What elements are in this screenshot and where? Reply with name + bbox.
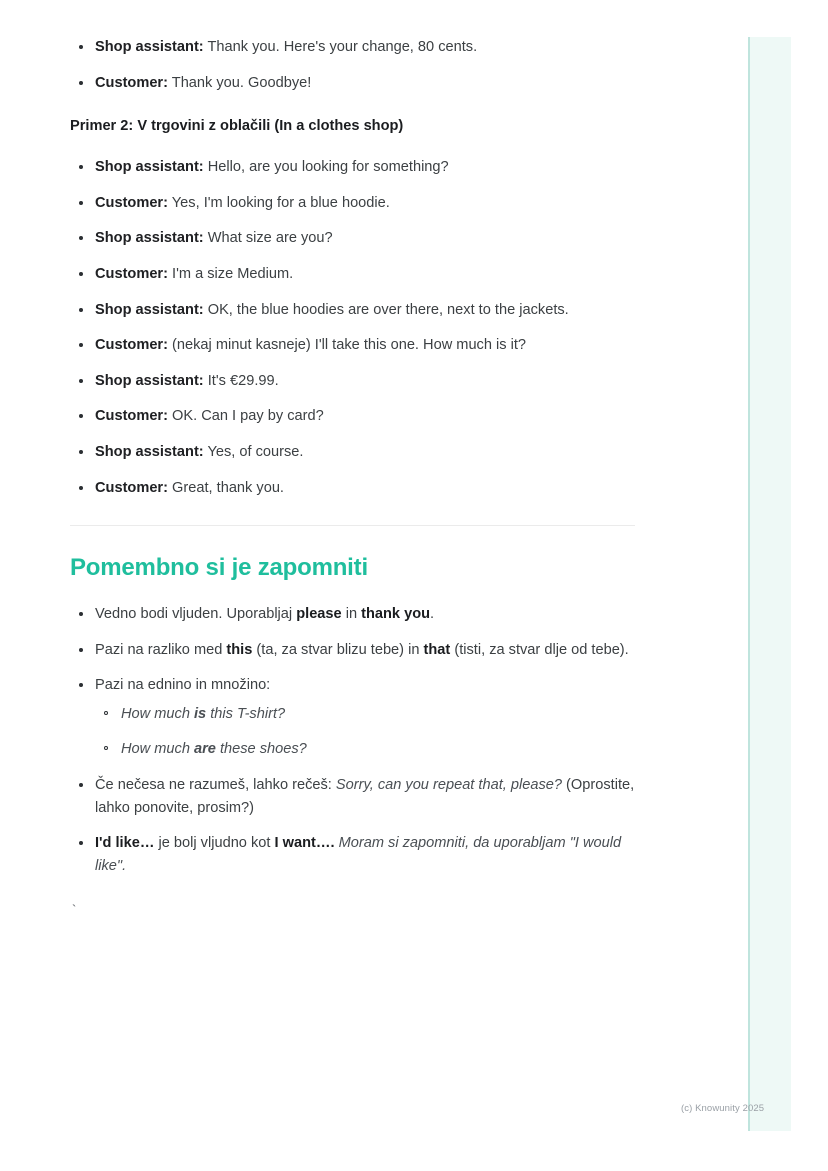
list-item [70, 263, 640, 286]
section-divider [70, 525, 635, 526]
speaker-label: Shop assistant: [95, 443, 204, 460]
example-post: these shoes? [215, 741, 307, 758]
speaker-label: Customer: [95, 74, 168, 91]
list-item [70, 370, 640, 393]
speaker-label: Customer: [95, 408, 168, 425]
example-post: this T-shirt? [206, 705, 286, 722]
tip-tail: (tisti, za stvar dlje od tebe). [450, 641, 629, 658]
speaker-label: Customer: [95, 337, 168, 354]
speaker-label: Shop assistant: [95, 159, 204, 176]
list-item [70, 192, 640, 215]
list-item [70, 639, 640, 662]
list-item [70, 299, 640, 322]
tip-bold-idlike: I'd like… [95, 835, 155, 852]
list-item [70, 334, 640, 357]
speaker-label: Customer: [95, 265, 168, 282]
speaker-line: Yes, of course. [203, 443, 304, 460]
list-item [70, 441, 640, 464]
list-item [70, 227, 640, 250]
tip-tail: . [430, 606, 435, 622]
speaker-line: (nekaj minut kasneje) I'll take this one. How much is it? [167, 337, 527, 354]
list-item [70, 405, 640, 428]
example-2-heading: Primer 2: V trgovini z oblačili (In a clothes shop) [70, 118, 404, 135]
tip-lead: Če nečesa ne razumeš, lahko rečeš: [95, 777, 336, 794]
tip-bold-this: this [226, 641, 253, 658]
list-item [70, 832, 640, 877]
speaker-line: Yes, I'm looking for a blue hoodie. [167, 194, 390, 211]
speaker-line: I'm a size Medium. [167, 265, 294, 282]
speaker-label: Customer: [95, 479, 168, 496]
example-bold-is: is [194, 705, 207, 722]
speaker-line: Thank you. Goodbye! [167, 74, 312, 91]
tip-italic-note: Moram si zapomniti, da uporabljam "I would like". [95, 835, 622, 874]
speaker-label: Shop assistant: [95, 301, 204, 318]
speaker-label: Customer: [95, 194, 168, 211]
tip-lead: Pazi na razliko med [95, 641, 227, 658]
list-item [70, 603, 640, 626]
remember-tips-list [70, 603, 640, 877]
tip-bold-iwant: I want…. [274, 835, 335, 852]
singular-plural-examples [95, 703, 640, 761]
dialogue-list-previous [70, 36, 640, 94]
speaker-line: OK. Can I pay by card? [167, 408, 324, 425]
page-title: Pomembno si je zapomniti [70, 554, 368, 582]
dialogue-list-example-2 [70, 156, 640, 499]
speaker-label: Shop assistant: [95, 39, 204, 55]
tip-bold-that: that [423, 641, 451, 658]
list-item [70, 72, 640, 95]
list-item [70, 477, 640, 500]
list-item [95, 738, 640, 761]
tip-mid: in [341, 606, 362, 622]
tip-lead: Pazi na ednino in množino: [95, 677, 271, 694]
speaker-line: Great, thank you. [167, 479, 284, 496]
example-bold-are: are [194, 741, 216, 758]
list-item [95, 703, 640, 726]
tip-italic-phrase: Sorry, can you repeat that, please? [335, 777, 562, 794]
watermark: (c) Knowunity 2025 [681, 1103, 765, 1114]
speaker-line: OK, the blue hoodies are over there, next to the jackets. [203, 301, 569, 318]
document-content [0, 36, 700, 916]
speaker-line: What size are you? [203, 230, 333, 247]
speaker-label: Shop assistant: [95, 230, 204, 247]
list-item [70, 674, 640, 761]
tip-tail: (Oprostite, lahko ponovite, prosim?) [95, 777, 635, 816]
stray-backtick: ` [72, 902, 77, 918]
tip-mid: je bolj vljudno kot [154, 835, 275, 852]
tip-lead: Vedno bodi vljuden. Uporabljaj [95, 606, 297, 622]
speaker-label: Shop assistant: [95, 372, 204, 389]
tip-bold-please: please [296, 606, 342, 622]
example-pre: How much [121, 705, 194, 722]
tip-bold-thankyou: thank you [361, 606, 431, 622]
list-item [70, 36, 640, 59]
speaker-line: It's €29.99. [203, 372, 279, 389]
list-item [70, 774, 640, 819]
list-item [70, 156, 640, 179]
example-pre: How much [121, 741, 194, 758]
right-decorative-panel [748, 37, 791, 1131]
tip-mid: (ta, za stvar blizu tebe) in [252, 641, 424, 658]
speaker-line: Thank you. Here's your change, 80 cents. [203, 39, 478, 55]
speaker-line: Hello, are you looking for something? [203, 159, 449, 176]
